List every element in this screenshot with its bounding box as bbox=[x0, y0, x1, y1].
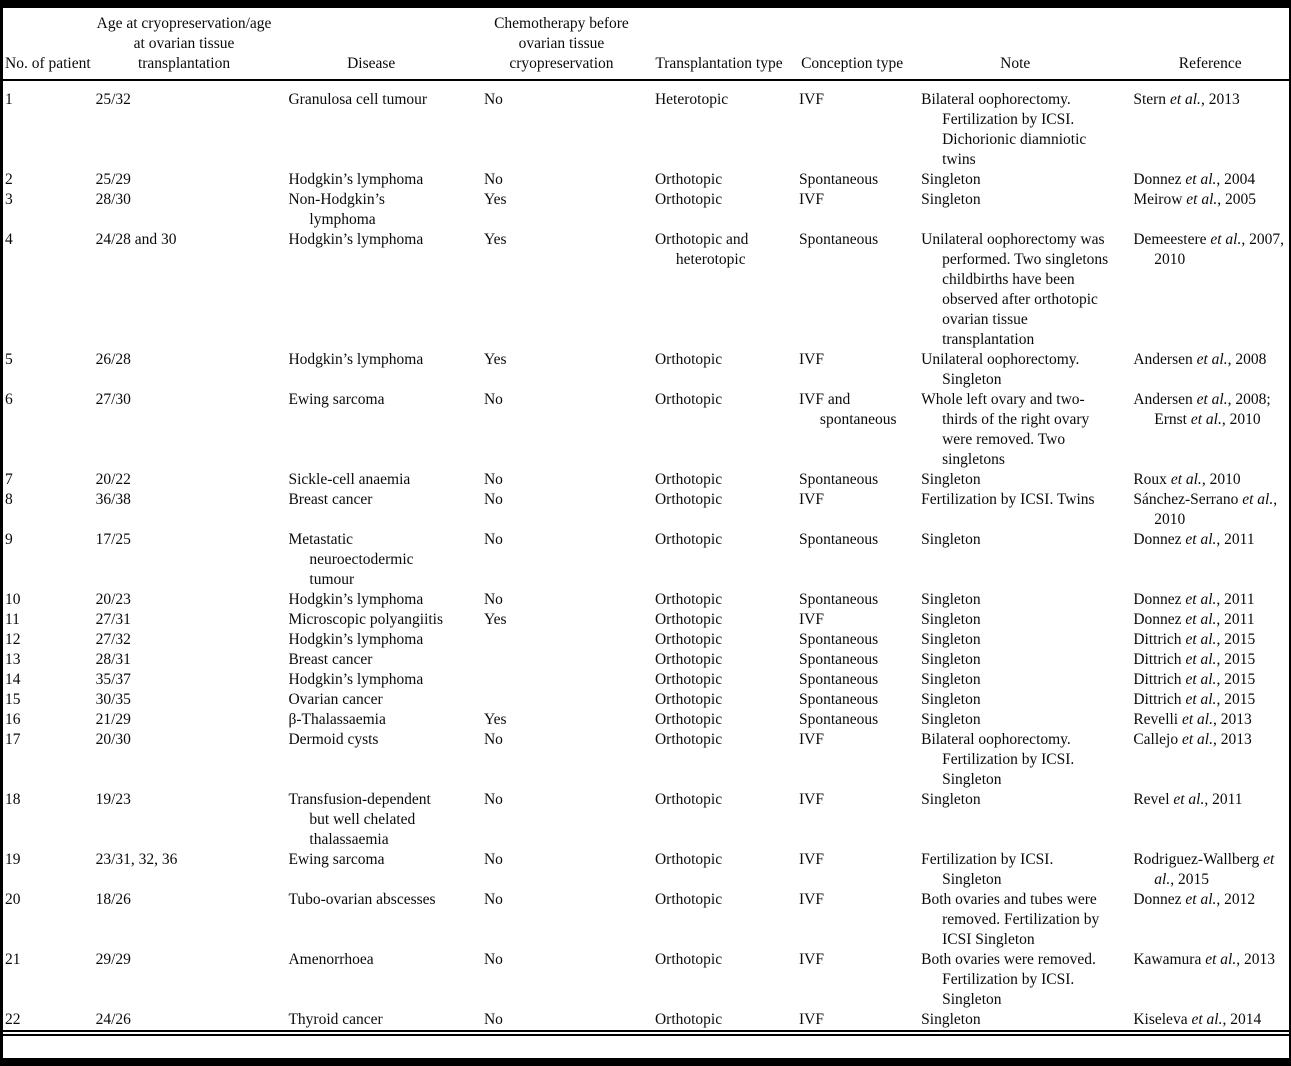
cell-note: Singleton bbox=[921, 611, 981, 628]
cell-note: Bilateral oophorectomy. Fertilization by ICSI. Dichorionic diamniotic twins bbox=[921, 91, 1087, 168]
cell-age: 25/32 bbox=[95, 91, 131, 108]
cell-disease: Hodgkin’s lymphoma bbox=[288, 171, 424, 188]
table-row bbox=[3, 530, 1289, 590]
cell-reference: Andersen et al., 2008 bbox=[1133, 351, 1267, 368]
cell-chemo: No bbox=[483, 471, 503, 488]
table-row bbox=[3, 890, 1289, 950]
cell-reference: Roux et al., 2010 bbox=[1133, 471, 1241, 488]
cell-age: 23/31, 32, 36 bbox=[95, 851, 178, 868]
cell-note: Unilateral oophorectomy. Singleton bbox=[921, 351, 1080, 388]
cell-reference: Dittrich et al., 2015 bbox=[1133, 691, 1256, 708]
column-header-age: Age at cryopreservation/age at ovarian tissue transplantation bbox=[96, 8, 289, 80]
cell-transplant: Orthotopic bbox=[654, 691, 723, 708]
cell-conception: IVF bbox=[799, 951, 824, 968]
column-header-note: Note bbox=[921, 8, 1133, 80]
column-header-no-of-patient: No. of patient bbox=[3, 8, 96, 80]
cell-chemo: No bbox=[483, 171, 503, 188]
header-row bbox=[3, 8, 1289, 80]
cell-conception: Spontaneous bbox=[799, 171, 879, 188]
cell-no: 5 bbox=[5, 351, 13, 368]
cell-note: Singleton bbox=[921, 631, 981, 648]
cell-note: Fertilization by ICSI. Twins bbox=[921, 491, 1095, 508]
cell-note: Singleton bbox=[921, 1011, 981, 1028]
cell-disease: Hodgkin’s lymphoma bbox=[288, 591, 424, 608]
cell-note: Singleton bbox=[921, 671, 981, 688]
cell-conception: Spontaneous bbox=[799, 631, 879, 648]
cell-no: 14 bbox=[5, 671, 21, 688]
cell-disease: β-Thalassaemia bbox=[288, 711, 386, 728]
cell-no: 22 bbox=[5, 1011, 21, 1028]
table-row bbox=[3, 190, 1289, 230]
cell-conception: IVF bbox=[799, 491, 824, 508]
cell-note: Both ovaries were removed. Fertilization by ICSI. Singleton bbox=[921, 951, 1096, 1008]
cell-conception: IVF bbox=[799, 851, 824, 868]
cell-transplant: Orthotopic bbox=[654, 531, 723, 548]
cell-transplant: Orthotopic bbox=[654, 631, 723, 648]
cell-reference: Donnez et al., 2012 bbox=[1133, 891, 1256, 908]
cell-no: 20 bbox=[5, 891, 21, 908]
cell-note: Singleton bbox=[921, 191, 981, 208]
cell-no: 17 bbox=[5, 731, 21, 748]
cell-note: Singleton bbox=[921, 711, 981, 728]
cell-disease: Tubo-ovarian abscesses bbox=[288, 891, 436, 908]
cell-chemo: No bbox=[483, 391, 503, 408]
cell-note: Unilateral oophorectomy was performed. Two singletons childbirths have been observed after orthotopic ovarian tissue transplantation bbox=[921, 231, 1109, 348]
cell-age: 20/30 bbox=[95, 731, 131, 748]
cell-age: 26/28 bbox=[95, 351, 131, 368]
cell-no: 10 bbox=[5, 591, 21, 608]
cell-transplant: Orthotopic bbox=[654, 671, 723, 688]
cell-conception: Spontaneous bbox=[799, 231, 879, 248]
cell-conception: IVF bbox=[799, 791, 824, 808]
cell-transplant: Orthotopic bbox=[654, 1011, 723, 1028]
cell-transplant: Orthotopic bbox=[654, 171, 723, 188]
cell-chemo: No bbox=[483, 91, 503, 108]
cell-transplant: Orthotopic bbox=[654, 351, 723, 368]
table-row bbox=[3, 950, 1289, 1010]
cell-transplant: Orthotopic bbox=[654, 391, 723, 408]
cell-disease: Breast cancer bbox=[288, 491, 373, 508]
cell-disease: Thyroid cancer bbox=[288, 1011, 383, 1028]
cell-conception: IVF bbox=[799, 1011, 824, 1028]
cell-reference: Revelli et al., 2013 bbox=[1133, 711, 1252, 728]
table-row bbox=[3, 630, 1289, 650]
cell-conception: IVF bbox=[799, 611, 824, 628]
cell-note: Singleton bbox=[921, 531, 981, 548]
cell-no: 15 bbox=[5, 691, 21, 708]
cell-transplant: Orthotopic bbox=[654, 491, 723, 508]
cell-no: 11 bbox=[5, 611, 20, 628]
cell-age: 24/26 bbox=[95, 1011, 131, 1028]
cell-transplant: Orthotopic bbox=[654, 471, 723, 488]
cell-conception: IVF bbox=[799, 191, 824, 208]
column-header-conception: Conception type bbox=[799, 8, 921, 80]
cell-conception: Spontaneous bbox=[799, 531, 879, 548]
cell-reference: Kawamura et al., 2013 bbox=[1133, 951, 1275, 968]
cell-disease: Hodgkin’s lymphoma bbox=[288, 231, 424, 248]
cell-chemo: No bbox=[483, 491, 503, 508]
cell-age: 17/25 bbox=[95, 531, 131, 548]
cell-reference: Stern et al., 2013 bbox=[1133, 91, 1240, 108]
cell-conception: IVF bbox=[799, 731, 824, 748]
cell-chemo: No bbox=[483, 951, 503, 968]
cell-chemo: No bbox=[483, 531, 503, 548]
table-row bbox=[3, 590, 1289, 610]
cell-chemo: No bbox=[483, 731, 503, 748]
cell-age: 21/29 bbox=[95, 711, 131, 728]
column-header-transplantation: Transplantation type bbox=[655, 8, 799, 80]
cell-reference: Sánchez-Serrano et al., 2010 bbox=[1133, 491, 1278, 528]
cell-no: 8 bbox=[5, 491, 13, 508]
cell-transplant: Orthotopic bbox=[654, 731, 723, 748]
cell-chemo: No bbox=[483, 791, 503, 808]
cell-no: 19 bbox=[5, 851, 21, 868]
cell-reference: Meirow et al., 2005 bbox=[1133, 191, 1257, 208]
table-row bbox=[3, 790, 1289, 850]
cell-disease: Non-Hodgkin’s lymphoma bbox=[288, 191, 385, 228]
cell-note: Singleton bbox=[921, 591, 981, 608]
cell-age: 29/29 bbox=[95, 951, 131, 968]
cell-disease: Ovarian cancer bbox=[288, 691, 383, 708]
cell-age: 27/32 bbox=[95, 631, 131, 648]
cell-transplant: Orthotopic bbox=[654, 611, 723, 628]
cell-disease: Granulosa cell tumour bbox=[288, 91, 428, 108]
cell-disease: Transfusion-dependent but well chelated thalassaemia bbox=[288, 791, 431, 848]
cell-age: 27/30 bbox=[95, 391, 131, 408]
cell-reference: Revel et al., 2011 bbox=[1133, 791, 1243, 808]
table-row bbox=[3, 470, 1289, 490]
cell-conception: IVF bbox=[799, 351, 824, 368]
cell-note: Singleton bbox=[921, 691, 981, 708]
cell-chemo: Yes bbox=[483, 611, 507, 628]
table-row bbox=[3, 80, 1289, 170]
table-row bbox=[3, 490, 1289, 530]
column-header-reference: Reference bbox=[1133, 8, 1289, 80]
cell-disease: Metastatic neuroectodermic tumour bbox=[288, 531, 414, 588]
cell-transplant: Orthotopic bbox=[654, 951, 723, 968]
cell-conception: Spontaneous bbox=[799, 691, 879, 708]
table-row bbox=[3, 390, 1289, 470]
cell-transplant: Heterotopic bbox=[654, 91, 729, 108]
cell-transplant: Orthotopic bbox=[654, 711, 723, 728]
cell-no: 21 bbox=[5, 951, 21, 968]
cell-disease: Ewing sarcoma bbox=[288, 391, 385, 408]
cell-conception: IVF bbox=[799, 91, 824, 108]
table-header bbox=[3, 8, 1289, 80]
table-row bbox=[3, 730, 1289, 790]
cell-chemo: Yes bbox=[483, 191, 507, 208]
cell-reference: Dittrich et al., 2015 bbox=[1133, 651, 1256, 668]
table-row bbox=[3, 350, 1289, 390]
cell-no: 2 bbox=[5, 171, 13, 188]
cell-chemo: Yes bbox=[483, 231, 507, 248]
cell-note: Whole left ovary and two-thirds of the right ovary were removed. Two singletons bbox=[921, 391, 1090, 468]
cell-disease: Sickle-cell anaemia bbox=[288, 471, 411, 488]
cell-age: 25/29 bbox=[95, 171, 131, 188]
cell-no: 16 bbox=[5, 711, 21, 728]
cell-disease: Microscopic polyangiitis bbox=[288, 611, 444, 628]
cell-transplant: Orthotopic bbox=[654, 851, 723, 868]
cell-disease: Breast cancer bbox=[288, 651, 373, 668]
table-row bbox=[3, 710, 1289, 730]
table-row bbox=[3, 610, 1289, 630]
cell-chemo: No bbox=[483, 891, 503, 908]
cell-reference: Donnez et al., 2004 bbox=[1133, 171, 1256, 188]
cell-transplant: Orthotopic bbox=[654, 651, 723, 668]
cell-age: 30/35 bbox=[95, 691, 131, 708]
table-row bbox=[3, 670, 1289, 690]
cell-age: 20/23 bbox=[95, 591, 131, 608]
patients-table bbox=[3, 8, 1289, 1036]
cell-no: 6 bbox=[5, 391, 13, 408]
table-row bbox=[3, 230, 1289, 350]
cell-no: 3 bbox=[5, 191, 13, 208]
cell-disease: Hodgkin’s lymphoma bbox=[288, 631, 424, 648]
cell-conception: Spontaneous bbox=[799, 471, 879, 488]
cell-note: Singleton bbox=[921, 171, 981, 188]
cell-note: Both ovaries and tubes were removed. Fertilization by ICSI Singleton bbox=[921, 891, 1100, 948]
cell-reference: Demeestere et al., 2007, 2010 bbox=[1133, 231, 1284, 268]
cell-transplant: Orthotopic bbox=[654, 891, 723, 908]
cell-note: Singleton bbox=[921, 471, 981, 488]
cell-disease: Ewing sarcoma bbox=[288, 851, 385, 868]
cell-reference: Andersen et al., 2008; Ernst et al., 2010 bbox=[1133, 391, 1271, 428]
cell-conception: Spontaneous bbox=[799, 651, 879, 668]
cell-disease: Hodgkin’s lymphoma bbox=[288, 671, 424, 688]
cell-age: 18/26 bbox=[95, 891, 131, 908]
column-header-disease: Disease bbox=[288, 8, 483, 80]
cell-no: 18 bbox=[5, 791, 21, 808]
cell-chemo: No bbox=[483, 1011, 503, 1028]
cell-reference: Donnez et al., 2011 bbox=[1133, 531, 1255, 548]
table-row bbox=[3, 690, 1289, 710]
table-body bbox=[3, 80, 1289, 1033]
column-header-chemotherapy: Chemotherapy before ovarian tissue cryopreservation bbox=[484, 8, 655, 80]
cell-reference: Dittrich et al., 2015 bbox=[1133, 631, 1256, 648]
cell-age: 19/23 bbox=[95, 791, 131, 808]
cell-reference: Rodriguez-Wallberg et al., 2015 bbox=[1133, 851, 1275, 888]
cell-transplant: Orthotopic bbox=[654, 191, 723, 208]
cell-note: Singleton bbox=[921, 651, 981, 668]
cell-no: 1 bbox=[5, 91, 13, 108]
cell-disease: Hodgkin’s lymphoma bbox=[288, 351, 424, 368]
cell-no: 13 bbox=[5, 651, 21, 668]
cell-age: 36/38 bbox=[95, 491, 131, 508]
cell-age: 35/37 bbox=[95, 671, 131, 688]
cell-transplant: Orthotopic and heterotopic bbox=[654, 231, 749, 268]
cell-no: 9 bbox=[5, 531, 13, 548]
table-row bbox=[3, 1010, 1289, 1033]
cell-no: 12 bbox=[5, 631, 21, 648]
cell-age: 27/31 bbox=[95, 611, 131, 628]
cell-chemo: No bbox=[483, 591, 503, 608]
cell-age: 28/30 bbox=[95, 191, 131, 208]
cell-age: 24/28 and 30 bbox=[95, 231, 177, 248]
cell-conception: IVF and spontaneous bbox=[799, 391, 897, 428]
cell-chemo: No bbox=[483, 851, 503, 868]
cell-transplant: Orthotopic bbox=[654, 591, 723, 608]
cell-conception: Spontaneous bbox=[799, 591, 879, 608]
cell-disease: Dermoid cysts bbox=[288, 731, 379, 748]
cell-age: 20/22 bbox=[95, 471, 131, 488]
cell-no: 4 bbox=[5, 231, 13, 248]
cell-disease: Amenorrhoea bbox=[288, 951, 374, 968]
cell-reference: Kiseleva et al., 2014 bbox=[1133, 1011, 1262, 1028]
cell-age: 28/31 bbox=[95, 651, 131, 668]
cell-reference: Dittrich et al., 2015 bbox=[1133, 671, 1256, 688]
cell-transplant: Orthotopic bbox=[654, 791, 723, 808]
cell-no: 7 bbox=[5, 471, 13, 488]
cell-conception: Spontaneous bbox=[799, 671, 879, 688]
table-row bbox=[3, 650, 1289, 670]
cell-reference: Donnez et al., 2011 bbox=[1133, 611, 1255, 628]
cell-conception: IVF bbox=[799, 891, 824, 908]
table-row bbox=[3, 170, 1289, 190]
cell-note: Singleton bbox=[921, 791, 981, 808]
table-row bbox=[3, 850, 1289, 890]
cell-chemo: Yes bbox=[483, 351, 507, 368]
cell-chemo: Yes bbox=[483, 711, 507, 728]
cell-note: Bilateral oophorectomy. Fertilization by ICSI. Singleton bbox=[921, 731, 1075, 788]
cell-note: Fertilization by ICSI. Singleton bbox=[921, 851, 1054, 888]
cell-reference: Donnez et al., 2011 bbox=[1133, 591, 1255, 608]
cell-reference: Callejo et al., 2013 bbox=[1133, 731, 1252, 748]
cell-conception: Spontaneous bbox=[799, 711, 879, 728]
